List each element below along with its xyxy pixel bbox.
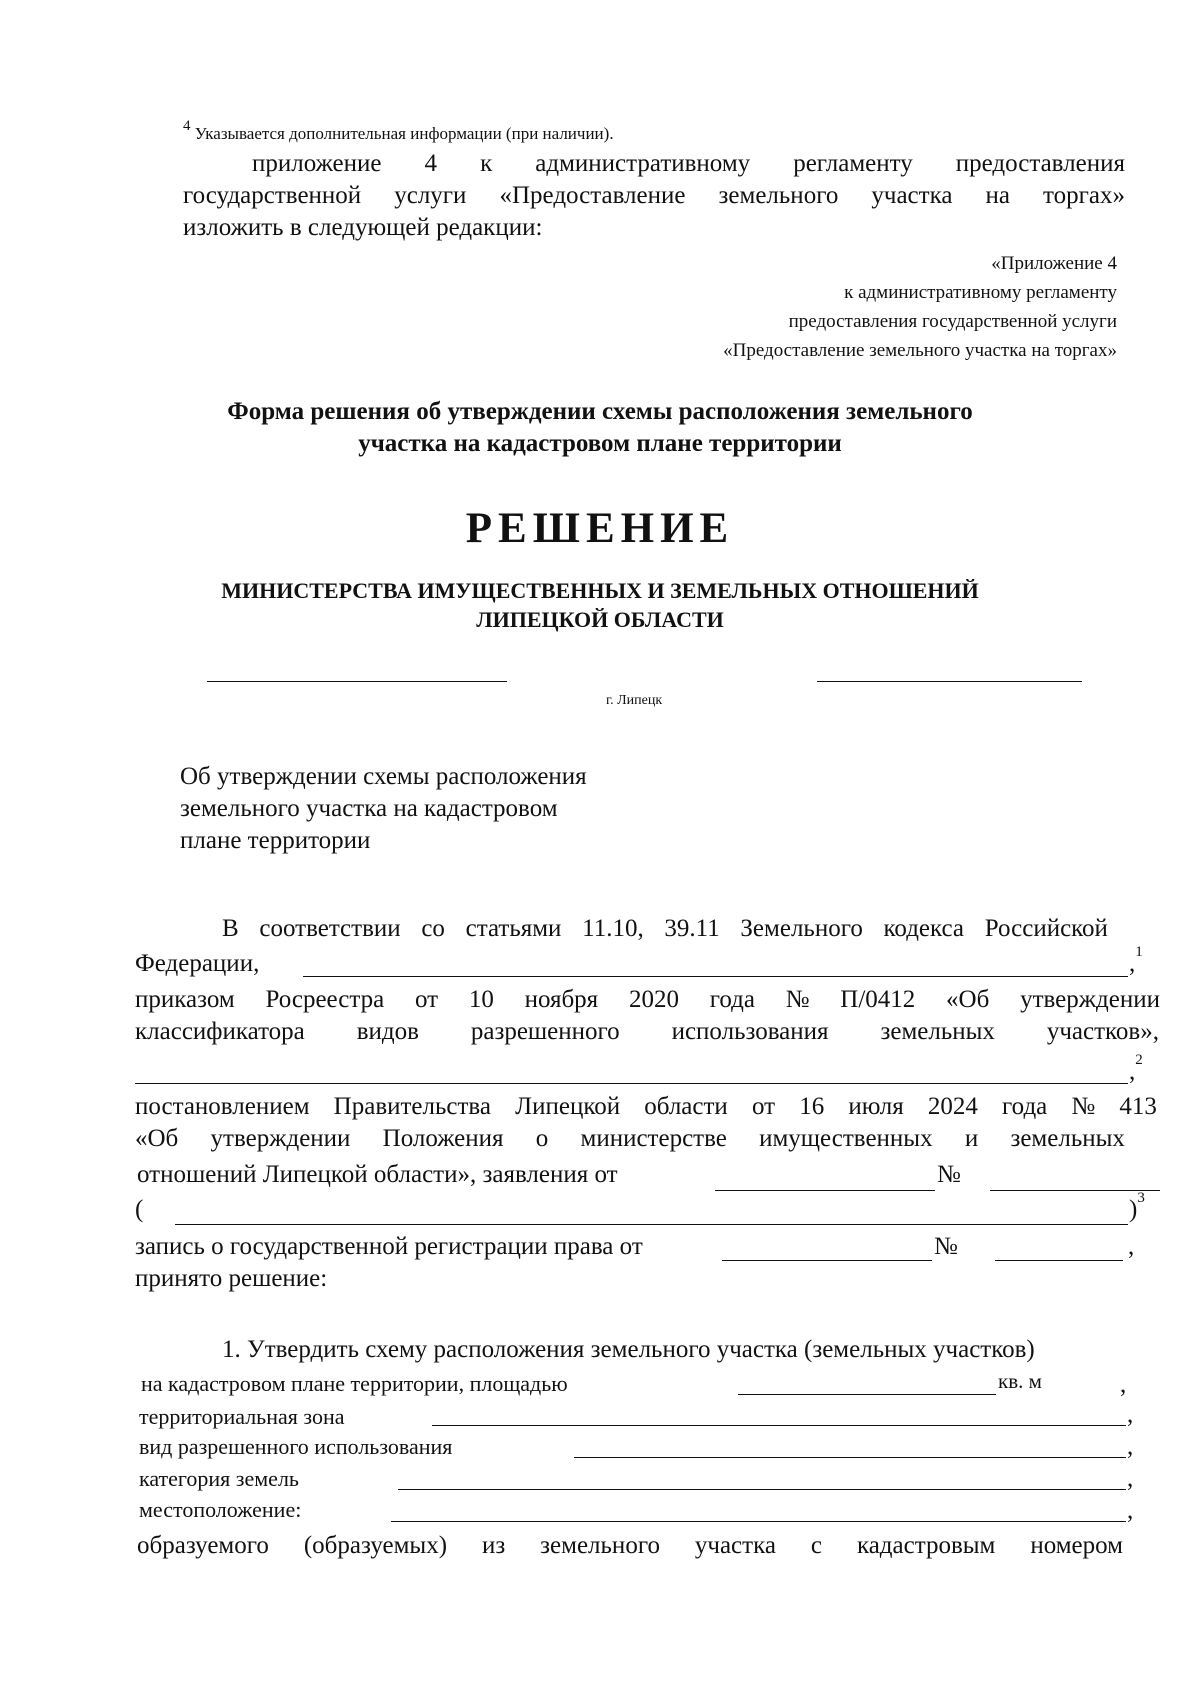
ministry-line-2: ЛИПЕЦКОЙ ОБЛАСТИ — [476, 607, 724, 632]
word: земельного — [718, 182, 839, 209]
word: статьями — [465, 915, 562, 942]
body-line-10: запись о государственной регистрации права от — [135, 1233, 643, 1260]
word: с — [810, 1532, 822, 1559]
word: видов — [356, 1018, 419, 1045]
word: от — [751, 1093, 776, 1120]
word: года — [709, 986, 755, 1013]
blank-line-2 — [135, 1083, 1128, 1084]
body-line-6 — [135, 1093, 1157, 1121]
word: приложение — [252, 150, 382, 177]
word: 10 — [468, 986, 494, 1013]
word: участка — [871, 182, 953, 209]
word: П/0412 — [840, 986, 916, 1013]
word: 413 — [1119, 1093, 1157, 1120]
registration-number-blank — [995, 1260, 1123, 1261]
area-label: на кадастровом плане территории, площадью — [141, 1371, 568, 1396]
comma: , — [1120, 1371, 1127, 1398]
form-title-line-1: Форма решения об утверждении схемы расположения земельного — [227, 398, 973, 425]
zone-label: территориальная зона — [139, 1404, 345, 1429]
appendix-header-line-1: «Приложение 4 — [991, 253, 1117, 274]
word: «Предоставление — [499, 182, 686, 209]
word: ноября — [524, 986, 599, 1013]
word: кодекса — [883, 915, 965, 942]
location-blank — [391, 1521, 1126, 1522]
word: классификатора — [135, 1018, 305, 1045]
word: участка — [694, 1532, 776, 1559]
application-date-blank — [715, 1190, 935, 1191]
word: образуемого — [137, 1532, 269, 1559]
word: приказом — [135, 986, 235, 1013]
word: утверждении — [1020, 986, 1160, 1013]
word: к — [480, 150, 493, 177]
word: земельных — [880, 1018, 995, 1045]
word: 4 — [424, 150, 438, 177]
word: земельного — [540, 1532, 660, 1559]
comma: , — [1127, 1497, 1134, 1524]
footnote-ref-1: 1 — [1135, 944, 1143, 960]
comma: , — [1127, 1433, 1134, 1460]
word: июля — [848, 1093, 904, 1120]
application-number-blank — [990, 1190, 1160, 1191]
word: Правительства — [333, 1093, 491, 1120]
amendment-line-2 — [183, 182, 1125, 210]
word: Росреестра — [265, 986, 385, 1013]
word: услуги — [394, 182, 467, 209]
body-line-8: отношений Липецкой области», заявления от — [137, 1161, 618, 1188]
word: «Об — [946, 986, 990, 1013]
body-line-1 — [222, 915, 1108, 943]
word: Положения — [382, 1125, 504, 1152]
body-line-4 — [135, 1018, 1159, 1046]
amendment-line-1 — [252, 150, 1125, 178]
date-blank-line — [207, 681, 507, 682]
word: В — [222, 915, 239, 942]
area-unit: кв. м — [998, 1369, 1042, 1393]
word: кадастровым — [856, 1532, 996, 1559]
comma: , — [1127, 1401, 1134, 1428]
body-last-line — [137, 1532, 1123, 1560]
blank-line-3 — [175, 1224, 1128, 1225]
word: из — [481, 1532, 506, 1559]
word: участков», — [1046, 1018, 1159, 1045]
subject-line-3: плане территории — [180, 827, 371, 854]
word: 2020 — [628, 986, 679, 1013]
footnote-mark: 4 — [183, 118, 191, 134]
word: административному — [535, 150, 751, 177]
word: (образуемых) — [303, 1532, 448, 1559]
comma: , — [1128, 1233, 1135, 1260]
subject-line-2: земельного участка на кадастровом — [180, 795, 558, 822]
use-label: вид разрешенного использования — [139, 1434, 453, 1459]
location-label: местоположение: — [139, 1497, 302, 1522]
word: № — [1071, 1093, 1096, 1120]
word: и — [964, 1125, 979, 1152]
word: утверждении — [210, 1125, 351, 1152]
category-blank — [398, 1489, 1126, 1490]
blank-line-1 — [303, 976, 1128, 977]
zone-blank — [432, 1425, 1126, 1426]
appendix-header-line-3: предоставления государственной услуги — [788, 311, 1117, 332]
appendix-header-line-2: к административному регламенту — [844, 282, 1117, 303]
word: Липецкой — [515, 1093, 621, 1120]
body-line-7 — [135, 1125, 1125, 1153]
word: номером — [1030, 1532, 1123, 1559]
footnote-ref-2: 2 — [1135, 1052, 1143, 1068]
subject-line-1: Об утверждении схемы расположения — [180, 763, 587, 790]
comma: ,$^1$ — [1129, 944, 1143, 977]
word: Российской — [984, 915, 1108, 942]
comma: ,$^2$ — [1129, 1052, 1143, 1085]
number-blank-line — [817, 681, 1082, 682]
word: 11.10, — [582, 915, 644, 942]
word: 39.11 — [664, 915, 720, 942]
footnote-ref-3: 3 — [1137, 1190, 1145, 1206]
body-line-11: принято решение: — [135, 1265, 328, 1292]
body-line-3 — [135, 986, 1160, 1014]
word: земельных — [1010, 1125, 1125, 1152]
word: 16 — [799, 1093, 825, 1120]
word: имущественных — [759, 1125, 933, 1152]
category-label: категория земель — [139, 1466, 299, 1491]
use-blank — [574, 1457, 1126, 1458]
word: 2024 — [927, 1093, 978, 1120]
word: года — [1002, 1093, 1048, 1120]
number-sign: № — [937, 1161, 961, 1188]
item-1: 1. Утвердить схему расположения земельного участка (земельных участков) — [222, 1336, 1035, 1363]
word: № — [785, 986, 810, 1013]
word: о — [535, 1125, 549, 1152]
open-paren: ( — [135, 1196, 144, 1223]
appendix-header-line-4: «Предоставление земельного участка на торгах» — [723, 340, 1117, 361]
word: использования — [671, 1018, 829, 1045]
registration-date-blank — [722, 1260, 932, 1261]
word: постановлением — [135, 1093, 310, 1120]
word: государственной — [183, 182, 362, 209]
word: торгах» — [1043, 182, 1125, 209]
close-paren: )$^3$ — [1129, 1190, 1145, 1223]
area-blank — [738, 1394, 996, 1395]
comma: , — [1127, 1465, 1134, 1492]
word: регламенту — [793, 150, 913, 177]
word: соответствии — [259, 915, 401, 942]
word: на — [985, 182, 1010, 209]
number-sign: № — [934, 1233, 958, 1260]
body-label-federation: Федерации, — [135, 950, 260, 977]
footnote-text: Указывается дополнительная информации (при наличии). — [194, 124, 614, 143]
word: области — [644, 1093, 728, 1120]
word: «Об — [135, 1125, 179, 1152]
form-title-line-2: участка на кадастровом плане территории — [358, 430, 842, 457]
decision-heading: РЕШЕНИЕ — [465, 505, 735, 552]
amendment-line-3: изложить в следующей редакции: — [183, 214, 543, 241]
word: предоставления — [955, 150, 1125, 177]
city-label: г. Липецк — [606, 693, 663, 708]
word: разрешенного — [470, 1018, 620, 1045]
word: со — [421, 915, 445, 942]
ministry-line-1: МИНИСТЕРСТВА ИМУЩЕСТВЕННЫХ И ЗЕМЕЛЬНЫХ ОТНОШЕНИЙ — [221, 578, 979, 603]
word: Земельного — [740, 915, 863, 942]
footnote — [183, 118, 614, 144]
word: министерстве — [580, 1125, 727, 1152]
word: от — [414, 986, 439, 1013]
